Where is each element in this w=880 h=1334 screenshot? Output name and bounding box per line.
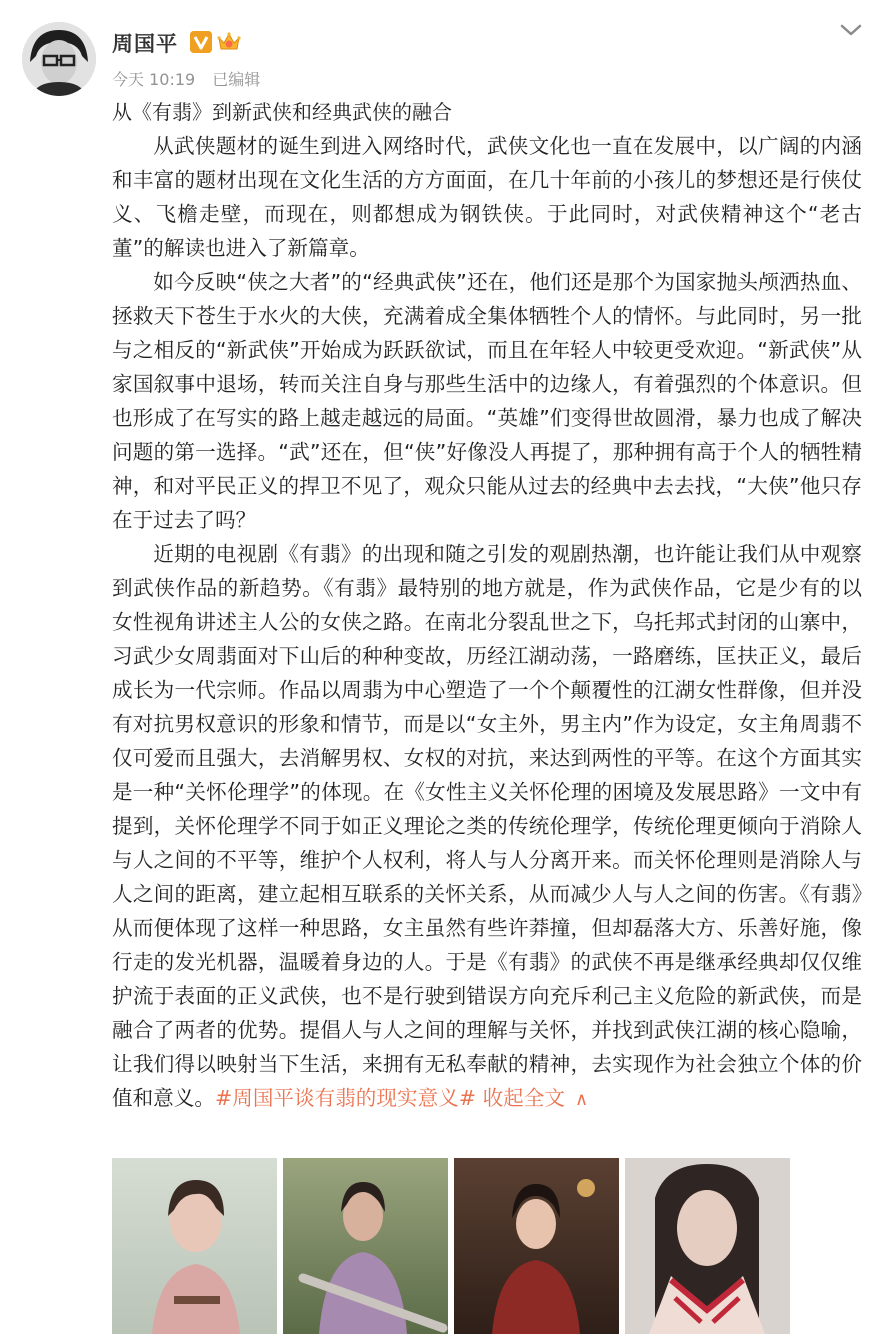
post-timestamp: 今天 10:19 <box>112 70 196 89</box>
post-paragraph: 如今反映“侠之大者”的“经典武侠”还在，他们还是那个为国家抛头颅洒热血、拯救天下苍生于水火的大侠，充满着成全集体牺牲个人的情怀。与此同时，另一批与之相反的“新武侠”开始成为跃跃欲试，而且在年轻人中较更受欢迎。“新武侠”从家国叙事中退场，转而关注自身与那些生活中的边缘人，有着强烈的个体意识。但也形成了在写实的路上越走越远的局面。“英雄”们变得世故圆滑，暴力也成了解决问题的第一选择。“武”还在，但“侠”好像没人再提了，那种拥有高于个人的牺牲精神，和对平民正义的捍卫不见了，观众只能从过去的经典中去去找，“大侠”他只存在于过去了吗？ <box>112 270 862 532</box>
photo-thumbnail[interactable] <box>625 1158 790 1334</box>
post-headline: 从《有翡》到新武侠和经典武侠的融合 <box>112 100 452 124</box>
verified-v-icon <box>190 31 212 53</box>
photo-image <box>283 1158 448 1334</box>
photo-thumbnail[interactable] <box>112 1158 277 1334</box>
edited-label: 已编辑 <box>212 70 261 89</box>
photo-image <box>454 1158 619 1334</box>
member-crown-icon <box>216 29 242 55</box>
username[interactable]: 周国平 <box>112 32 178 56</box>
post-body <box>112 129 862 1117</box>
photo-thumbnail[interactable] <box>283 1158 448 1334</box>
post-paragraph <box>112 537 862 1117</box>
post-meta <box>112 67 272 90</box>
photo-image <box>112 1158 277 1334</box>
chevron-down-icon[interactable] <box>838 20 864 40</box>
photo-thumbnail[interactable] <box>454 1158 619 1334</box>
photo-image <box>625 1158 790 1334</box>
collapse-link[interactable]: 收起全文 <box>482 1086 565 1110</box>
chevron-up-icon[interactable]: ∧ <box>574 1089 589 1110</box>
post-paragraph: 从武侠题材的诞生到进入网络时代，武侠文化也一直在发展中，以广阔的内涵和丰富的题材出现在文化生活的方方面面，在几十年前的小孩儿的梦想还是行侠仗义、飞檐走壁，而现在，则都想成为钢铁侠。于此同时，对武侠精神这个“老古董”的解读也进入了新篇章。 <box>112 134 862 260</box>
hashtag-link[interactable]: #周国平谈有翡的现实意义# <box>214 1086 477 1110</box>
avatar[interactable] <box>22 22 96 96</box>
avatar-portrait <box>22 22 96 96</box>
post-paragraph-text: 近期的电视剧《有翡》的出现和随之引发的观剧热潮，也许能让我们从中观察到武侠作品的新趋势。《有翡》最特别的地方就是，作为武侠作品，它是少有的以女性视角讲述主人公的女侠之路。在南北分裂乱世之下，乌托邦式封闭的山寨中，习武少女周翡面对下山后的种种变故，历经江湖动荡，一路磨练，匡扶正义，最后成长为一代宗师。作品以周翡为中心塑造了一个个颠覆性的江湖女性群像，但并没有对抗男权意识的形象和情节，而是以“女主外，男主内”作为设定，女主角周翡不仅可爱而且强大，去消解男权、女权的对抗，来达到两性的平等。在这个方面其实是一种“关怀伦理学”的体现。在《女性主义关怀伦理的困境及发展思路》一文中有提到，关怀伦理学不同于如正义理论之类的传统伦理学，传统伦理更倾向于消除人与人之间的不平等，维护个人权利，将人与人分离开来。而关怀伦理则是消除人与人之间的距离，建立起相互联系的关怀关系，从而减少人与人之间的伤害。《有翡》从而便体现了这样一种思路，女主虽然有些许莽撞，但却磊落大方、乐善好施，像行走的发光机器，温暖着身边的人。于是《有翡》的武侠不再是继承经典却仅仅维护流于表面的正义武侠，也不是行驶到错误方向充斥利己主义危险的新武侠，而是融合了两者的优势。提倡人与人之间的理解与关怀，并找到武侠江湖的核心隐喻，让我们得以映射当下生活，来拥有无私奉献的精神，去实现作为社会独立个体的价值和意义。 <box>112 542 862 1110</box>
